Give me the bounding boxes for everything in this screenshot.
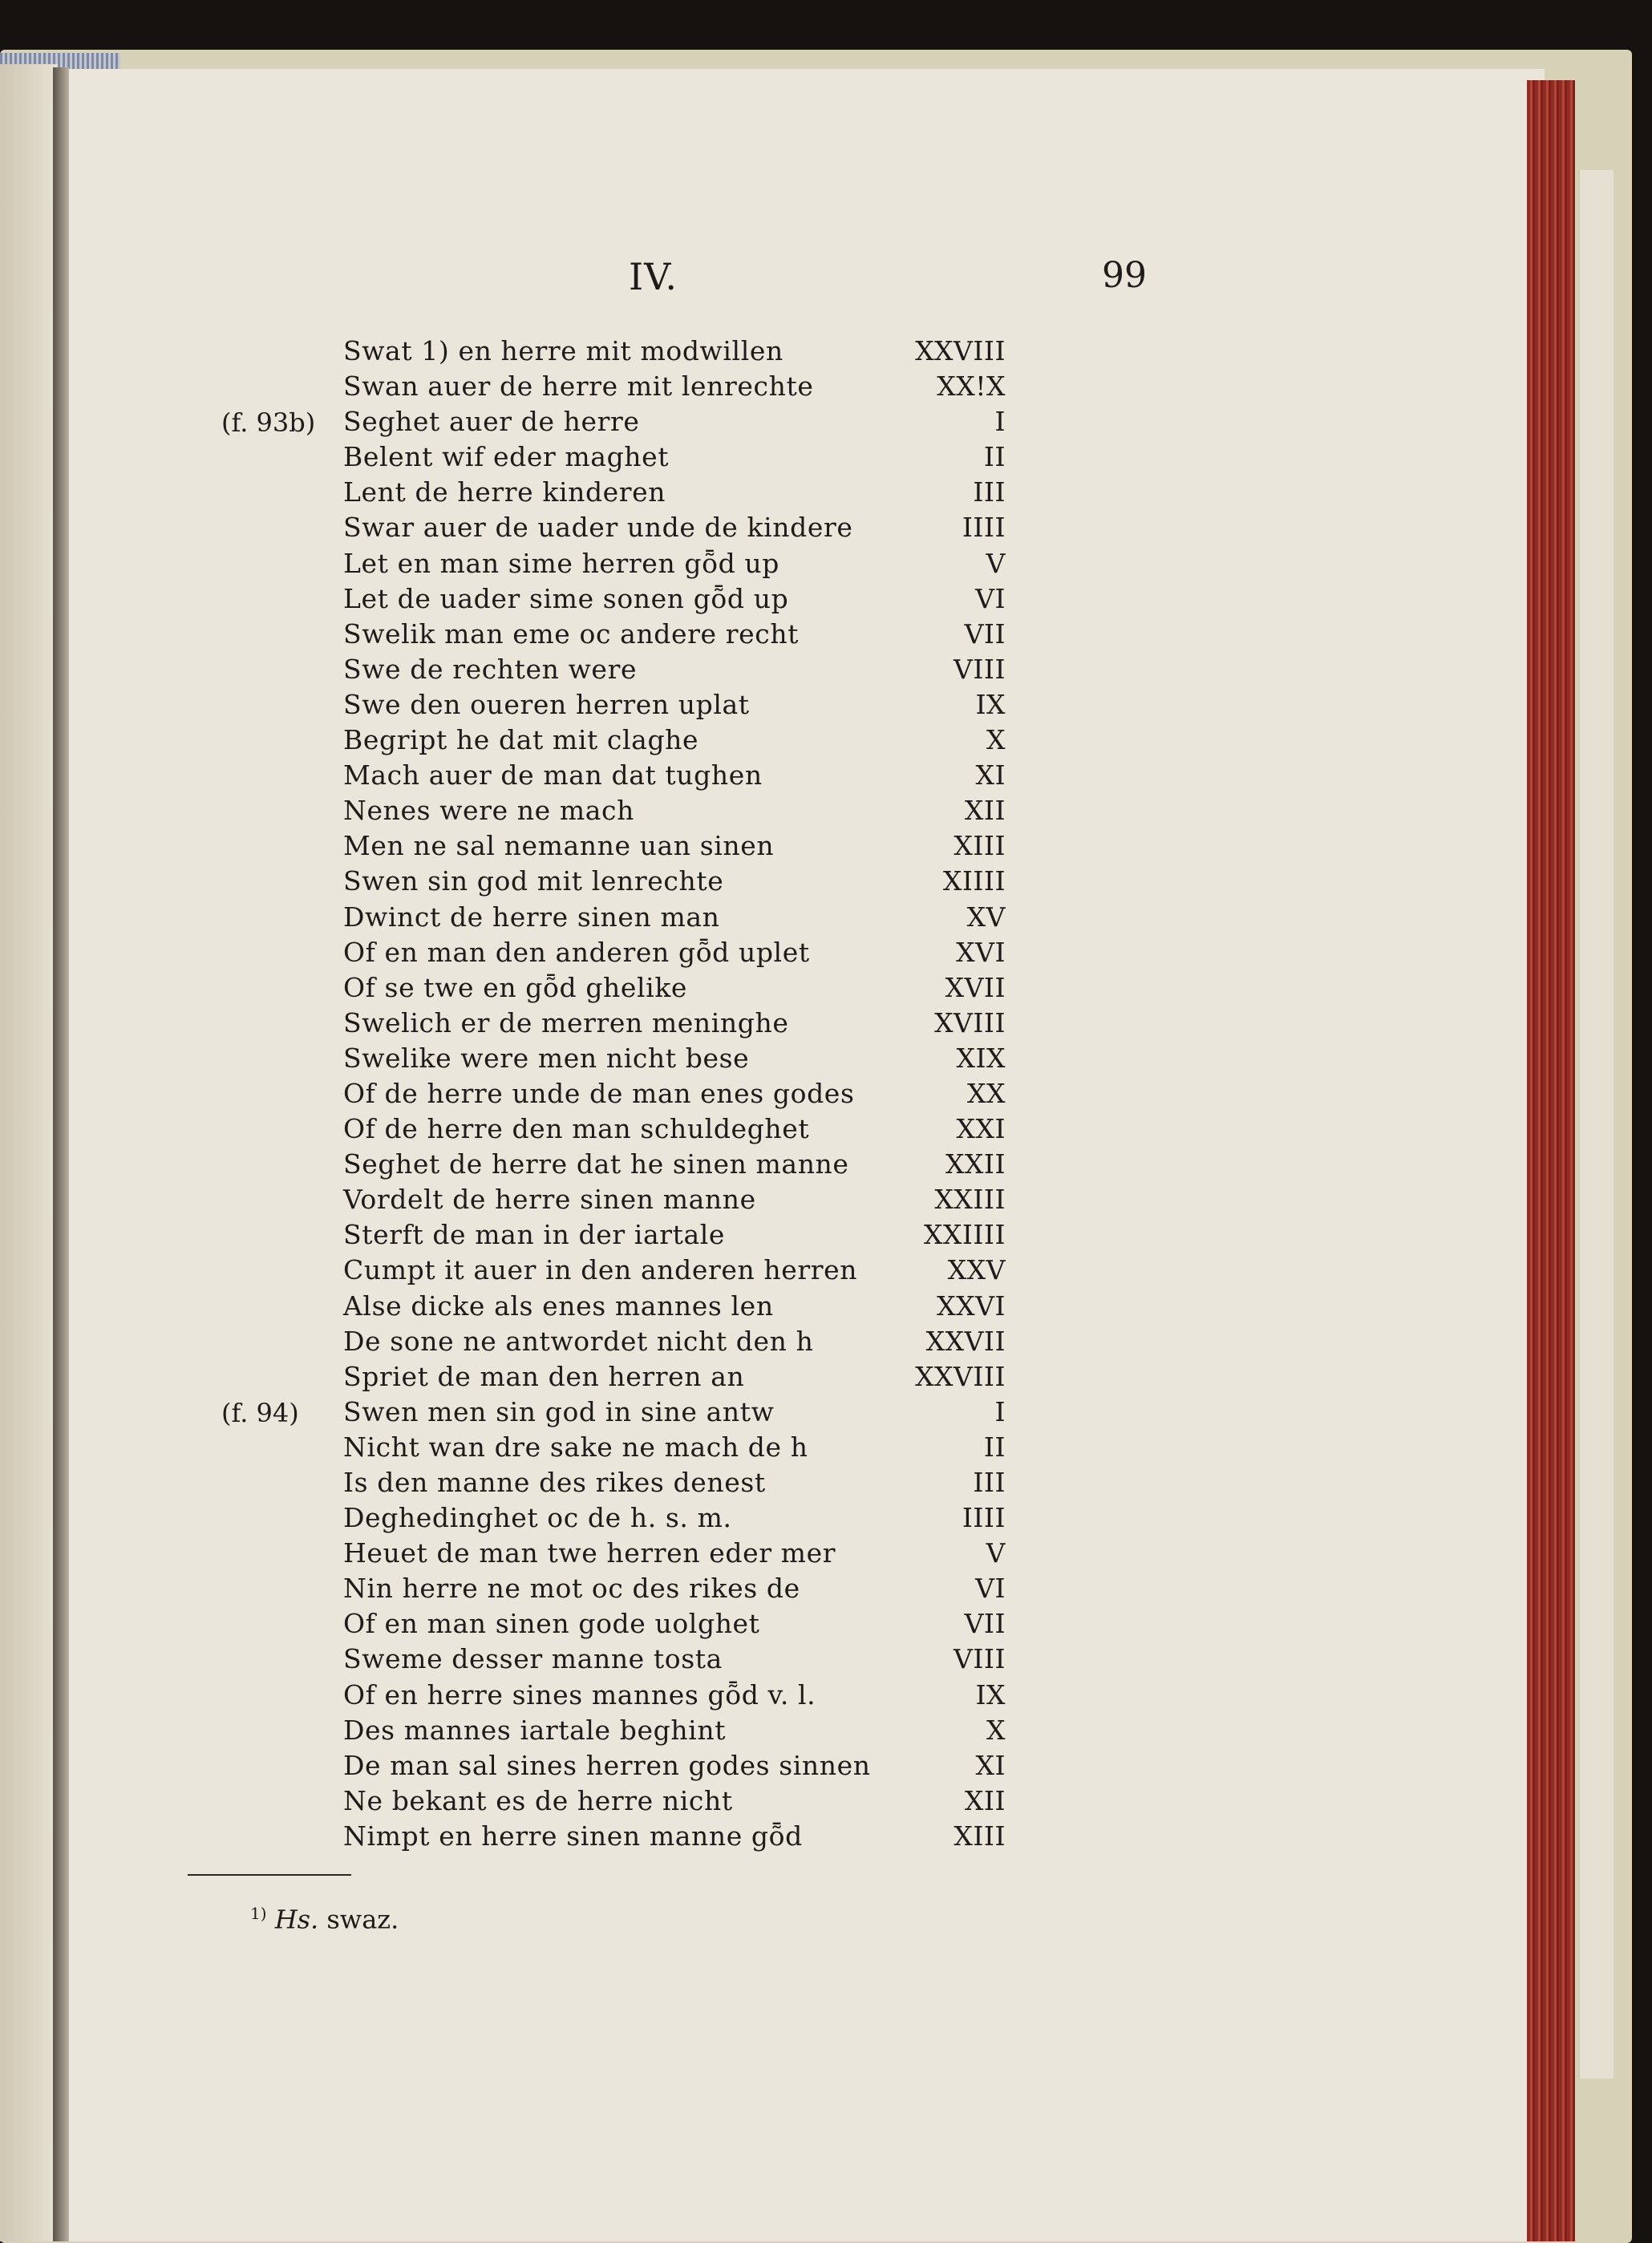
- chapter-row: [0, 901, 1652, 937]
- running-head: [0, 255, 1652, 319]
- chapter-heading: Swan auer de herre mit lenrechte: [343, 370, 814, 403]
- chapter-numeral: X: [986, 724, 1006, 756]
- chapter-heading: Nicht wan dre sake ne mach de h: [343, 1431, 808, 1463]
- chapter-numeral: XII: [964, 795, 1006, 827]
- chapter-numeral: I: [994, 406, 1006, 438]
- chapter-numeral: XXII: [945, 1148, 1006, 1180]
- chapter-heading: Swen sin god mit lenrechte: [343, 865, 724, 897]
- chapter-row: [0, 1537, 1652, 1573]
- chapter-heading: Of en man den anderen gȭd uplet: [343, 936, 810, 968]
- chapter-row: [0, 1043, 1652, 1078]
- footnote: [250, 1904, 399, 1935]
- chapter-row: [0, 972, 1652, 1007]
- chapter-heading: Seghet auer de herre: [343, 406, 640, 438]
- chapter-heading: Begript he dat mit claghe: [343, 724, 699, 756]
- chapter-row: [0, 654, 1652, 689]
- chapter-heading: Swelik man eme oc andere recht: [343, 617, 800, 650]
- chapter-numeral: IX: [975, 1678, 1006, 1711]
- chapter-list: [0, 335, 1652, 1856]
- chapter-numeral: XX!X: [937, 370, 1006, 403]
- chapter-row: [0, 1148, 1652, 1184]
- chapter-numeral: III: [973, 1467, 1006, 1498]
- chapter-heading: Swelich er de merren meninghe: [343, 1006, 789, 1039]
- chapter-heading: Sweme desser manne tosta: [343, 1643, 723, 1675]
- chapter-numeral: XXIIII: [923, 1219, 1006, 1251]
- chapter-heading: Ne bekant es de herre nicht: [343, 1784, 733, 1816]
- chapter-numeral: IX: [975, 688, 1006, 720]
- chapter-heading: Mach auer de man dat tughen: [343, 759, 763, 792]
- chapter-numeral: XXI: [956, 1113, 1006, 1145]
- chapter-row: [0, 1290, 1652, 1326]
- chapter-row: [0, 1608, 1652, 1643]
- chapter-numeral: XVII: [945, 971, 1006, 1003]
- chapter-numeral: XXIII: [934, 1184, 1006, 1216]
- chapter-heading: De man sal sines herren godes sinnen: [343, 1749, 871, 1781]
- chapter-heading: Dwinct de herre sinen man: [343, 901, 720, 933]
- chapter-heading: Heuet de man twe herren eder mer: [343, 1537, 836, 1569]
- chapter-heading: Of de herre unde de man enes godes: [343, 1077, 855, 1109]
- chapter-heading: Swen men sin god in sine antw: [343, 1395, 775, 1427]
- chapter-numeral: XXVIII: [915, 335, 1006, 366]
- footnote-text: swaz.: [326, 1904, 399, 1935]
- section-numeral: IV.: [629, 255, 678, 298]
- chapter-numeral: II: [983, 441, 1006, 473]
- chapter-heading: Spriet de man den herren an: [343, 1360, 745, 1392]
- chapter-heading: Deghedinghet oc de h. s. m.: [343, 1502, 732, 1534]
- chapter-numeral: XIIII: [942, 865, 1006, 897]
- chapter-row: [0, 1254, 1652, 1290]
- chapter-numeral: VII: [964, 617, 1006, 650]
- chapter-row: [0, 1326, 1652, 1361]
- chapter-row: [0, 406, 1652, 441]
- chapter-row: [0, 795, 1652, 830]
- folio-reference: (f. 93b): [221, 407, 316, 439]
- chapter-row: [0, 618, 1652, 654]
- chapter-numeral: XII: [964, 1784, 1006, 1816]
- chapter-heading: Swat 1) en herre mit modwillen: [343, 335, 783, 366]
- chapter-heading: Nimpt en herre sinen manne gȭd: [343, 1820, 803, 1852]
- chapter-heading: Of en man sinen gode uolghet: [343, 1608, 760, 1640]
- chapter-numeral: I: [994, 1395, 1006, 1427]
- chapter-row: [0, 1078, 1652, 1113]
- chapter-row: [0, 830, 1652, 865]
- chapter-numeral: XI: [975, 759, 1006, 792]
- chapter-heading: Des mannes iartale beghint: [343, 1714, 727, 1746]
- chapter-heading: Sterft de man in der iartale: [343, 1219, 726, 1251]
- chapter-numeral: XI: [975, 1749, 1006, 1781]
- footnote-abbreviation: Hs.: [274, 1904, 319, 1935]
- chapter-heading: Vordelt de herre sinen manne: [343, 1184, 756, 1216]
- chapter-heading: Nin herre ne mot oc des rikes de: [343, 1573, 800, 1605]
- chapter-heading: Is den manne des rikes denest: [343, 1467, 766, 1498]
- chapter-row: [0, 1113, 1652, 1148]
- chapter-heading: Of en herre sines mannes gȭd v. l.: [343, 1678, 816, 1711]
- chapter-numeral: VIII: [954, 653, 1006, 685]
- chapter-row: [0, 583, 1652, 618]
- chapter-heading: Swe den oueren herren uplat: [343, 688, 750, 720]
- chapter-numeral: XXVI: [937, 1290, 1006, 1322]
- chapter-numeral: V: [986, 547, 1006, 579]
- chapter-numeral: VI: [975, 1573, 1006, 1605]
- chapter-numeral: XIX: [956, 1042, 1006, 1074]
- chapter-row: [0, 937, 1652, 972]
- chapter-heading: Alse dicke als enes mannes len: [343, 1290, 774, 1322]
- chapter-row: [0, 1502, 1652, 1537]
- page-number: 99: [1102, 255, 1147, 296]
- footnote-rule: [188, 1874, 351, 1876]
- chapter-heading: Belent wif eder maghet: [343, 441, 670, 473]
- chapter-heading: Of se twe en gȭd ghelike: [343, 971, 688, 1003]
- chapter-row: [0, 1715, 1652, 1750]
- chapter-row: [0, 1750, 1652, 1785]
- footnote-mark: 1): [250, 1904, 267, 1923]
- chapter-row: [0, 1007, 1652, 1043]
- chapter-numeral: XV: [966, 901, 1006, 933]
- chapter-row: [0, 548, 1652, 583]
- chapter-numeral: XIII: [954, 830, 1006, 862]
- chapter-heading: Swar auer de uader unde de kindere: [343, 512, 853, 544]
- chapter-numeral: XVIII: [934, 1006, 1006, 1039]
- chapter-numeral: VII: [964, 1608, 1006, 1640]
- chapter-numeral: XXVII: [925, 1325, 1006, 1357]
- chapter-row: [0, 689, 1652, 724]
- chapter-numeral: XIII: [954, 1820, 1006, 1852]
- chapter-heading: De sone ne antwordet nicht den h: [343, 1325, 814, 1357]
- chapter-numeral: IIII: [962, 512, 1006, 544]
- chapter-row: [0, 1643, 1652, 1678]
- chapter-numeral: XVI: [956, 936, 1006, 968]
- chapter-heading: Men ne sal nemanne uan sinen: [343, 830, 775, 862]
- chapter-numeral: II: [983, 1431, 1006, 1463]
- chapter-numeral: V: [986, 1537, 1006, 1569]
- chapter-row: [0, 1467, 1652, 1502]
- chapter-row: [0, 1361, 1652, 1396]
- chapter-row: [0, 865, 1652, 901]
- chapter-row: [0, 1679, 1652, 1715]
- chapter-heading: Let de uader sime sonen gȭd up: [343, 582, 789, 614]
- chapter-numeral: IIII: [962, 1502, 1006, 1534]
- chapter-row: [0, 370, 1652, 406]
- chapter-numeral: VI: [975, 582, 1006, 614]
- chapter-row: [0, 441, 1652, 476]
- chapter-row: [0, 1184, 1652, 1219]
- chapter-numeral: XX: [967, 1077, 1006, 1109]
- chapter-heading: Cumpt it auer in den anderen herren: [343, 1254, 858, 1286]
- chapter-row: [0, 1785, 1652, 1820]
- chapter-heading: Lent de herre kinderen: [343, 476, 666, 508]
- chapter-heading: Nenes were ne mach: [343, 795, 634, 827]
- chapter-heading: Of de herre den man schuldeghet: [343, 1113, 810, 1145]
- chapter-heading: Let en man sime herren gȭd up: [343, 547, 779, 579]
- chapter-numeral: XXV: [947, 1254, 1006, 1286]
- chapter-numeral: X: [986, 1714, 1006, 1746]
- chapter-row: [0, 335, 1652, 370]
- chapter-row: [0, 1573, 1652, 1608]
- chapter-row: [0, 1396, 1652, 1431]
- chapter-heading: Swe de rechten were: [343, 653, 638, 685]
- chapter-row: [0, 1820, 1652, 1856]
- chapter-row: [0, 1431, 1652, 1467]
- folio-reference: (f. 94): [221, 1397, 299, 1428]
- chapter-row: [0, 512, 1652, 547]
- chapter-numeral: VIII: [954, 1643, 1006, 1675]
- chapter-row: [0, 724, 1652, 759]
- chapter-row: [0, 476, 1652, 512]
- chapter-numeral: XXVIII: [915, 1360, 1006, 1392]
- chapter-numeral: III: [973, 476, 1006, 508]
- chapter-heading: Swelike were men nicht bese: [343, 1042, 750, 1074]
- chapter-row: [0, 759, 1652, 795]
- chapter-heading: Seghet de herre dat he sinen manne: [343, 1148, 849, 1180]
- chapter-row: [0, 1219, 1652, 1254]
